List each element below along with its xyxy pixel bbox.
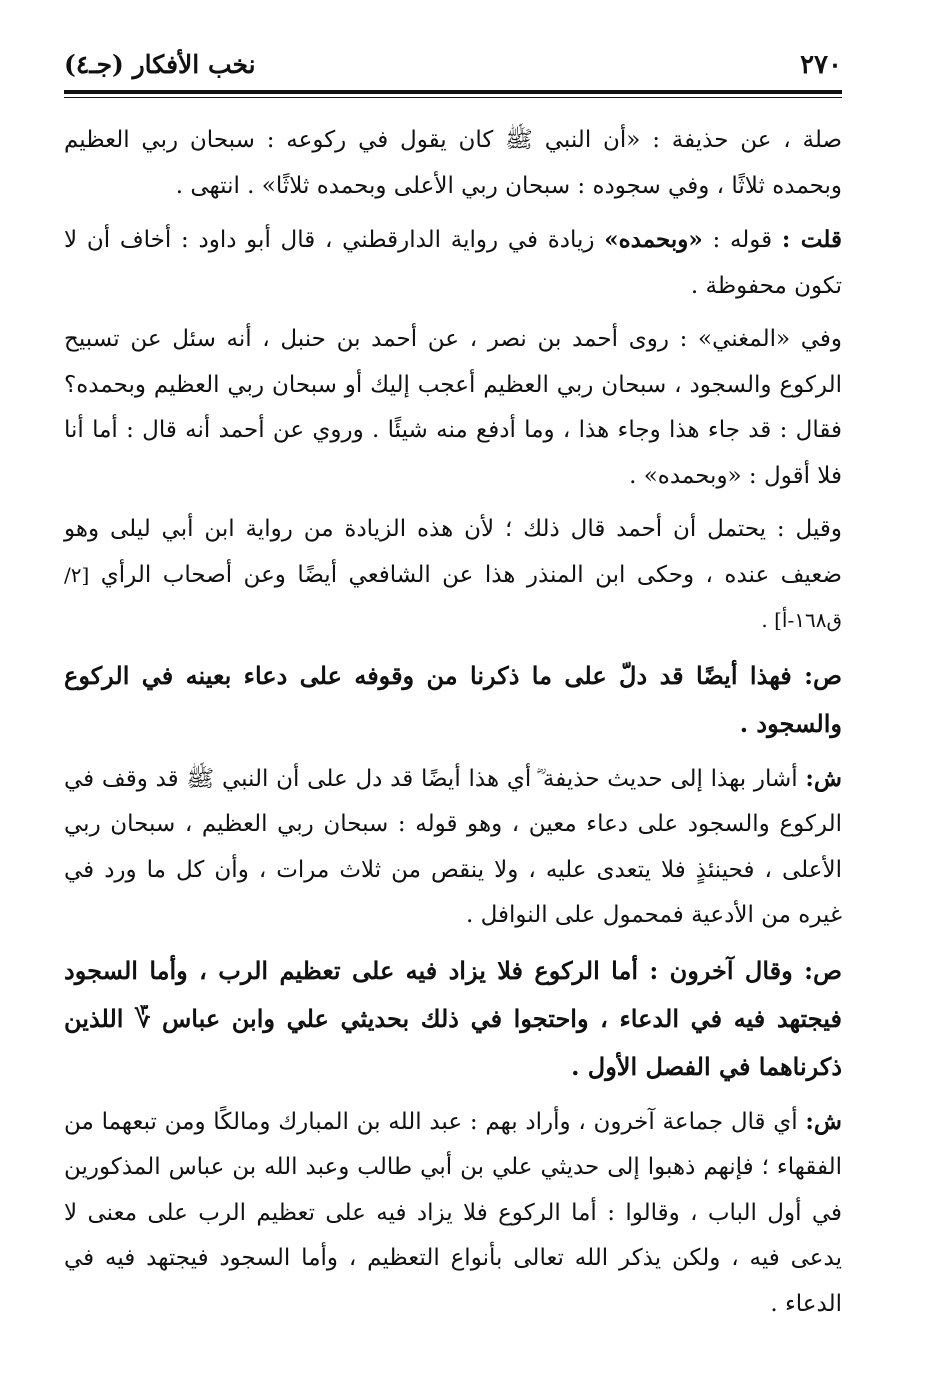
paragraph-lead: ش: — [805, 1107, 842, 1135]
paragraph-text: فهذا أيضًا قد دلّ على ما ذكرنا من وقوفه على دعاء بعينه في الركوع والسجود . — [64, 660, 842, 738]
paragraph-8 — [64, 1099, 842, 1328]
running-title: نخب الأفكار (جـ٤) — [64, 50, 256, 79]
header-rule-thin — [64, 97, 842, 98]
page-body — [64, 118, 842, 1335]
paragraph-4 — [64, 507, 842, 644]
paragraph-text: زيادة في رواية الدارقطني ، قال أبو داود : أخاف أن لا تكون محفوظة . — [64, 227, 842, 299]
paragraph-lead: ص: — [804, 660, 843, 690]
paragraph-lead: قلت : — [781, 226, 842, 253]
manuscript-reference: [٢/ ق١٦٨-أ] . — [64, 562, 842, 632]
paragraph-6 — [64, 756, 842, 939]
paragraph-5 — [64, 652, 842, 748]
paragraph-1 — [64, 118, 842, 209]
paragraph-text: وقال آخرون : أما الركوع فلا يزاد فيه على تعظيم الرب ، وأما السجود فيجتهد فيه في الدعاء ، واحتجوا في ذلك بحديثي علي وابن عباس ؆ اللذين ذكرناهما في الفصل الأول . — [64, 955, 842, 1081]
page-header — [64, 46, 842, 86]
paragraph-lead: ش: — [805, 764, 842, 792]
page-number: ٢٧٠ — [800, 50, 842, 80]
header-rule-thick — [64, 90, 842, 94]
paragraph-2 — [64, 217, 842, 309]
paragraph-pre-text: قوله : — [702, 227, 782, 253]
paragraph-text: أشار بهذا إلى حديث حذيفة ؓ أي هذا أيضًا قد دل على أن النبي ﷺ قد وقف في الركوع والسجود على دعاء معين ، وهو قوله : سبحان ربي العظيم ، سبحان ربي الأعلى ، فحينئذٍ فلا يتعدى عليه ، ولا ينقص من ثلاث مرات ، وأن كل ما ورد في غيره من الأدعية فمحمول على النوافل . — [64, 765, 842, 928]
paragraph-text: وقيل : يحتمل أن أحمد قال ذلك ؛ لأن هذه الزيادة من رواية ابن أبي ليلى وهو ضعيف عنده ، وحكى ابن المنذر هذا عن الشافعي أيضًا وعن أصحاب الرأي — [64, 516, 842, 588]
paragraph-7 — [64, 947, 842, 1091]
paragraph-lead: ص: — [804, 955, 842, 985]
paragraph-text: أي قال جماعة آخرون ، وأراد بهم : عبد الله بن المبارك ومالكًا ومن تبعهما من الفقهاء ؛ فإنهم ذهبوا إلى حديثي علي بن أبي طالب وعبد الله بن عباس المذكورين في أول الباب ، وقالوا : أما الركوع فلا يزاد فيه على تعظيم الرب على معنى لا يدعى فيه ، ولكن يذكر الله تعالى بأنواع التعظيم ، وأما السجود فيجتهد فيه في الدعاء . — [64, 1108, 842, 1317]
paragraph-text: صلة ، عن حذيفة : «أن النبي ﷺ كان يقول في ركوعه : سبحان ربي العظيم وبحمده ثلاثًا ، وفي سجوده : سبحان ربي الأعلى وبحمده ثلاثًا» . انتهى . — [64, 127, 842, 199]
paragraph-text: وفي «المغني» : روى أحمد بن نصر ، عن أحمد بن حنبل ، أنه سئل عن تسبيح الركوع والسجود ، سبحان ربي العظيم أعجب إليك أو سبحان ربي العظيم وبحمده؟ فقال : قد جاء هذا وجاء هذا ، وما أدفع منه شيئًا . وروي عن أحمد أنه قال : أما أنا فلا أقول : «وبحمده» . — [64, 326, 842, 489]
paragraph-bold-term: «وبحمده» — [604, 226, 703, 253]
paragraph-3 — [64, 317, 842, 499]
